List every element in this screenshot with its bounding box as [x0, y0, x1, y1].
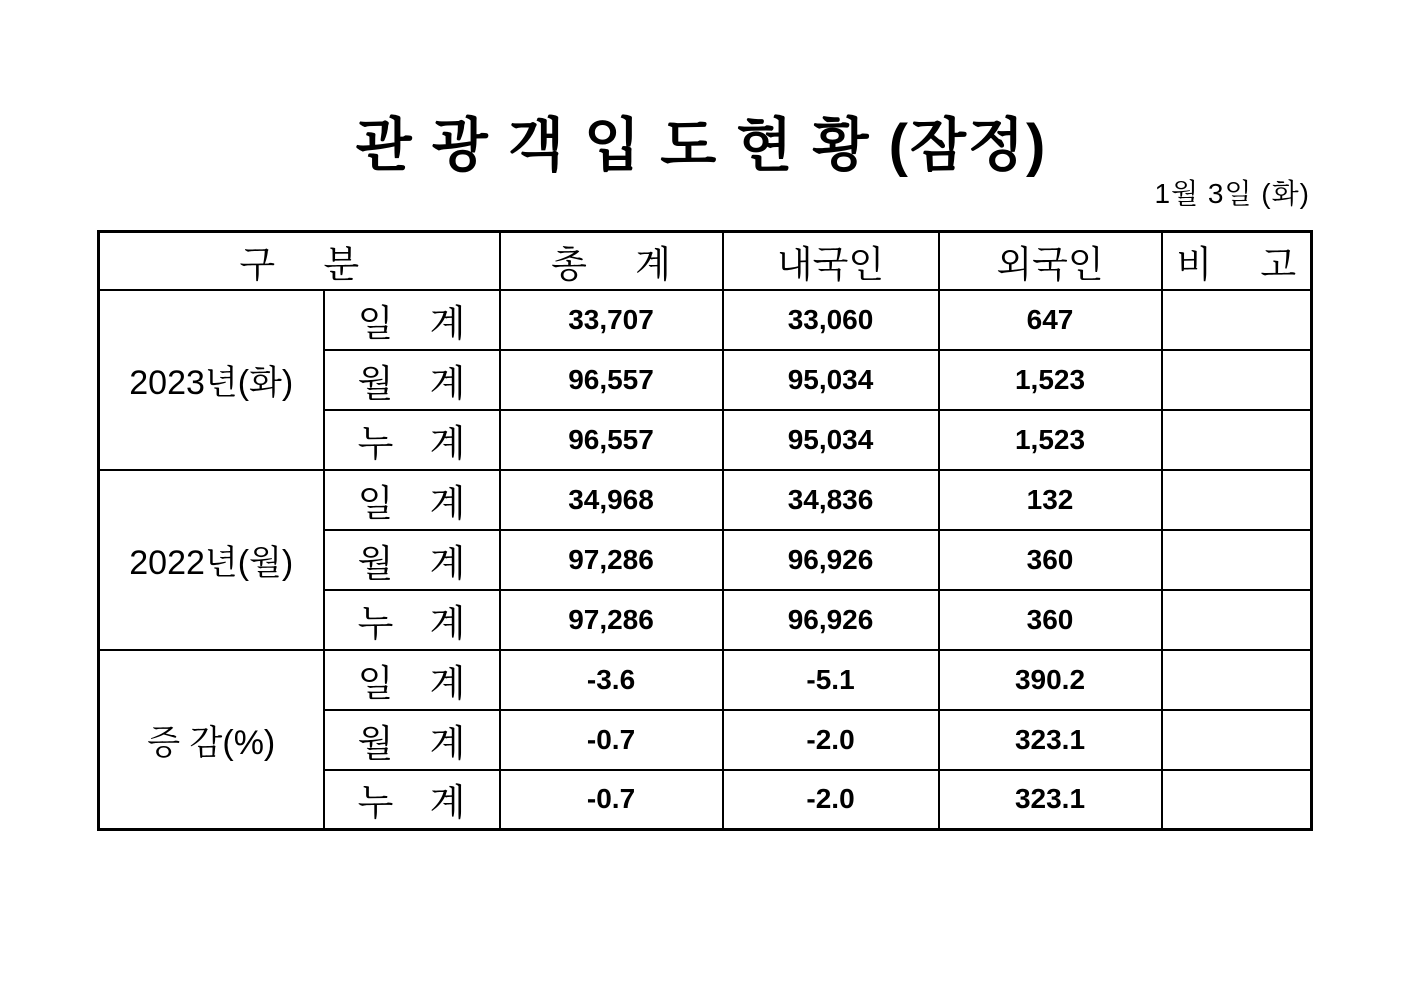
- table-row: [99, 470, 1312, 530]
- group-label-2023: 2023년(화): [99, 290, 324, 470]
- header-total: 총 계: [500, 232, 723, 290]
- date-label: 1월 3일 (화): [1154, 178, 1310, 209]
- value-total: -0.7: [500, 710, 723, 770]
- row-label-cumulative: 누 계: [324, 410, 500, 470]
- header-foreign: 외국인: [939, 232, 1162, 290]
- value-foreign: 360: [939, 590, 1162, 650]
- value-domestic: -2.0: [723, 710, 939, 770]
- page-title: 관 광 객 입 도 현 황 (잠정): [355, 113, 1048, 178]
- value-remarks: [1162, 770, 1312, 830]
- header-remarks: 비 고: [1162, 232, 1312, 290]
- value-remarks: [1162, 590, 1312, 650]
- value-foreign: 647: [939, 290, 1162, 350]
- value-total: 34,968: [500, 470, 723, 530]
- value-total: -0.7: [500, 770, 723, 830]
- row-label-cumulative: 누 계: [324, 590, 500, 650]
- value-foreign: 132: [939, 470, 1162, 530]
- row-label-daily: 일 계: [324, 470, 500, 530]
- value-domestic: 96,926: [723, 590, 939, 650]
- value-domestic: -2.0: [723, 770, 939, 830]
- row-label-daily: 일 계: [324, 650, 500, 710]
- value-remarks: [1162, 290, 1312, 350]
- header-domestic: 내국인: [723, 232, 939, 290]
- value-foreign: 323.1: [939, 770, 1162, 830]
- value-remarks: [1162, 410, 1312, 470]
- group-label-change: 증 감(%): [99, 650, 324, 830]
- group-label-2022: 2022년(월): [99, 470, 324, 650]
- row-label-monthly: 월 계: [324, 530, 500, 590]
- value-domestic: 33,060: [723, 290, 939, 350]
- value-foreign: 360: [939, 530, 1162, 590]
- value-domestic: -5.1: [723, 650, 939, 710]
- value-domestic: 95,034: [723, 410, 939, 470]
- value-remarks: [1162, 650, 1312, 710]
- value-foreign: 1,523: [939, 410, 1162, 470]
- table-header-row: [99, 232, 1312, 290]
- table-row: [99, 650, 1312, 710]
- value-foreign: 390.2: [939, 650, 1162, 710]
- value-remarks: [1162, 710, 1312, 770]
- value-total: 97,286: [500, 590, 723, 650]
- header-category: 구 분: [99, 232, 500, 290]
- value-remarks: [1162, 530, 1312, 590]
- value-foreign: 1,523: [939, 350, 1162, 410]
- value-total: 97,286: [500, 530, 723, 590]
- row-label-monthly: 월 계: [324, 710, 500, 770]
- value-remarks: [1162, 470, 1312, 530]
- value-total: 96,557: [500, 410, 723, 470]
- value-total: 96,557: [500, 350, 723, 410]
- value-domestic: 96,926: [723, 530, 939, 590]
- value-remarks: [1162, 350, 1312, 410]
- value-total: 33,707: [500, 290, 723, 350]
- row-label-monthly: 월 계: [324, 350, 500, 410]
- row-label-daily: 일 계: [324, 290, 500, 350]
- row-label-cumulative: 누 계: [324, 770, 500, 830]
- tourist-arrivals-table: [97, 230, 1313, 831]
- value-domestic: 95,034: [723, 350, 939, 410]
- value-total: -3.6: [500, 650, 723, 710]
- value-foreign: 323.1: [939, 710, 1162, 770]
- value-domestic: 34,836: [723, 470, 939, 530]
- table-row: [99, 290, 1312, 350]
